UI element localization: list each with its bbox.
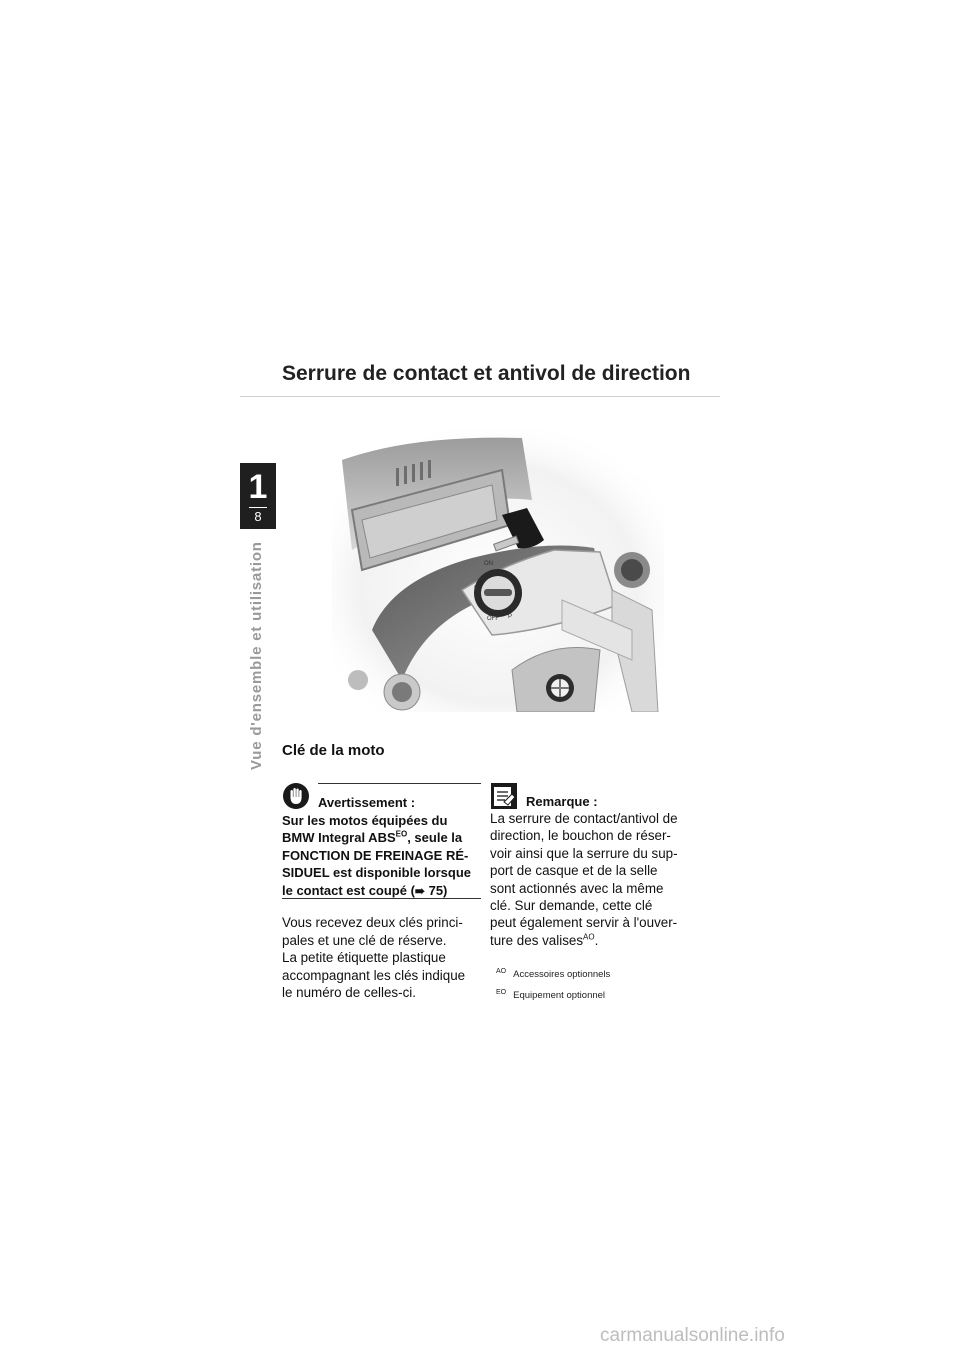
hand-stop-icon [282, 782, 310, 810]
warning-line: FONCTION DE FREINAGE RÉ- [282, 847, 469, 863]
note-line: clé. Sur demande, cette clé [490, 898, 653, 914]
paragraph-line: Vous recevez deux clés princi- [282, 915, 463, 930]
footnote-code: EO [496, 989, 507, 996]
warning-bottom-rule [282, 898, 481, 899]
lock-label-r: R [474, 586, 479, 592]
note-hand-icon [490, 782, 518, 810]
watermark: carmanualsonline.info [600, 1325, 785, 1346]
footnote-eo [496, 989, 605, 1001]
note-period: . [594, 932, 599, 948]
side-chapter-title: Vue d'ensemble et utilisation [248, 541, 265, 770]
page-reference-arrow-icon: ➠ [414, 883, 425, 898]
warning-title: Avertissement : [318, 795, 416, 810]
paragraph-line: La petite étiquette plastique [282, 950, 446, 966]
lock-label-off: OFF [487, 616, 499, 622]
warning-line: SIDUEL est disponible lorsque [282, 865, 472, 881]
warning-text [282, 812, 482, 900]
intro-paragraph [282, 914, 482, 1002]
warning-line: le contact est coupé ( [282, 882, 415, 898]
note-title: Remarque : [526, 794, 598, 809]
footnote-code: AO [496, 968, 507, 975]
lock-label-on: ON [484, 561, 493, 567]
page-number: 8 [254, 509, 262, 524]
paragraph-line: le numéro de celles-ci. [282, 985, 416, 1001]
section-heading: Clé de la moto [282, 742, 385, 759]
note-line: voir ainsi que la serrure du sup- [490, 845, 678, 861]
paragraph-line: accompagnant les clés indique [282, 967, 466, 983]
note-line: ture des valises [490, 932, 584, 948]
note-line: La serrure de contact/antivol de [490, 811, 678, 826]
note-line: peut également servir à l'ouver- [490, 915, 678, 931]
warning-line: BMW Integral ABS [282, 830, 396, 846]
ignition-lock-illustration [332, 430, 664, 712]
chapter-tab [240, 463, 276, 529]
chapter-number: 1 [248, 468, 268, 506]
footnote-ao [496, 968, 610, 980]
eo-superscript: EO [395, 830, 408, 840]
warning-line: Sur les motos équipées du [282, 813, 448, 828]
page-reference: 75) [424, 882, 448, 898]
paragraph-line: pales et une clé de réserve. [282, 932, 447, 948]
lock-label-p: P [508, 614, 513, 620]
footnote-text: Accessoires optionnels [513, 969, 611, 981]
ao-superscript: AO [583, 932, 595, 942]
warning-line: , seule la [407, 830, 463, 846]
chapter-divider [249, 507, 267, 508]
note-text [490, 810, 700, 949]
note-line: port de casque et de la selle [490, 863, 658, 879]
page-title: Serrure de contact et antivol de direction [282, 362, 691, 385]
note-line: sont actionnés avec la même [490, 880, 664, 896]
warning-top-rule [318, 783, 481, 784]
title-divider [240, 396, 720, 397]
note-line: direction, le bouchon de réser- [490, 828, 671, 844]
footnote-text: Equipement optionnel [513, 990, 606, 1002]
